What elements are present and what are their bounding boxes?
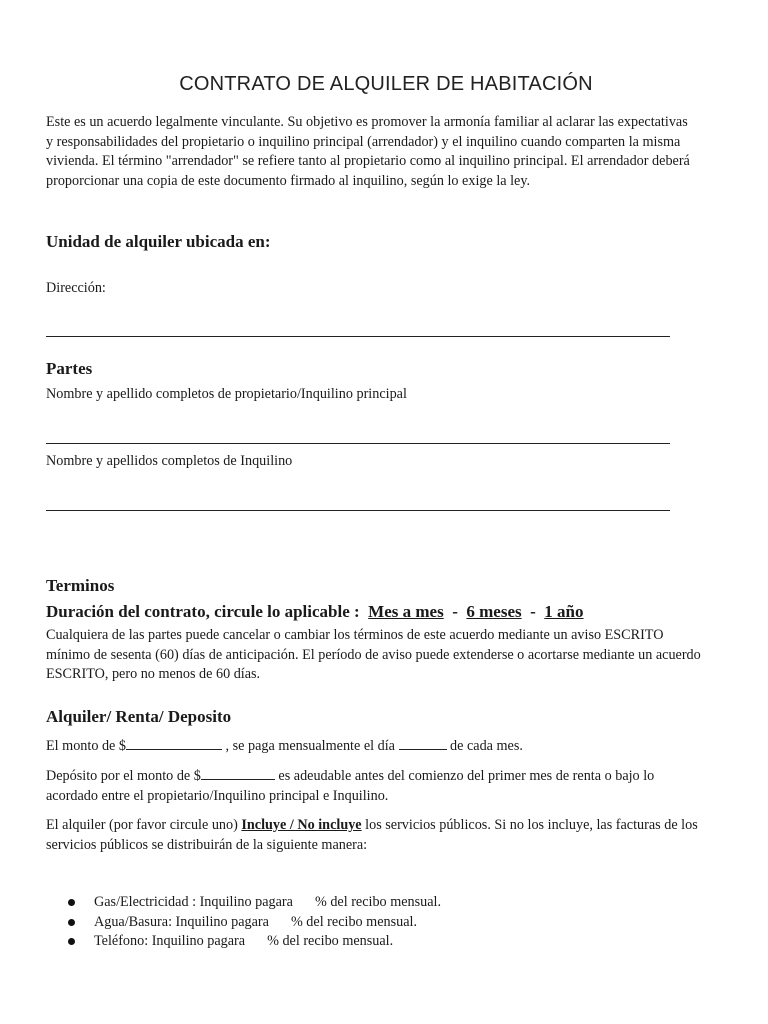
rent-heading: Alquiler/ Renta/ Deposito <box>46 707 232 726</box>
duration-line <box>46 602 584 622</box>
rent-day-text: , se paga mensualmente el día <box>222 738 399 754</box>
utilities-list <box>46 893 441 952</box>
rent-amount-line <box>46 737 523 757</box>
unit-heading: Unidad de alquiler ubicada en: <box>46 232 271 251</box>
utilities-terms: los servicios públicos. Si no los incluye, las facturas de los servicios públicos se distribuirán de la siguiente manera: <box>46 817 698 853</box>
rent-amount-blank <box>126 737 222 750</box>
intro-paragraph: Este es un acuerdo legalmente vinculante. Su objetivo es promover la armonía familiar al aclarar las expectativas y responsabilidades del propietario o inquilino principal (arrendador) y el inquilino cuando comparten la misma vivienda. El término "arrendador" se refiere tanto al propietario como al inquilino principal. El arrendador deberá proporcionar una copia de este documento firmado al inquilino, según lo exige la ley. <box>46 114 690 189</box>
utility-percent: % del recibo mensual. <box>290 913 418 930</box>
list-item <box>46 913 441 933</box>
document-title: CONTRATO DE ALQUILER DE HABITACIÓN <box>179 73 593 95</box>
option-one-year: 1 año <box>544 602 584 621</box>
bullet-icon <box>68 919 75 926</box>
option-month-to-month: Mes a mes <box>368 602 444 621</box>
list-item <box>46 893 441 913</box>
owner-name-line <box>46 443 670 444</box>
rent-amount-text: El monto de $ <box>46 738 126 754</box>
address-label: Dirección: <box>46 280 106 296</box>
utility-label: Teléfono: Inquilino pagara <box>94 933 246 950</box>
rent-day-blank <box>399 737 447 750</box>
bullet-icon <box>68 938 75 945</box>
parties-heading: Partes <box>46 359 93 378</box>
terms-heading: Terminos <box>46 576 115 595</box>
list-item <box>46 932 441 952</box>
bullet-icon <box>68 899 75 906</box>
duration-label: Duración del contrato, circule lo aplicable : <box>46 602 360 621</box>
utilities-paragraph <box>46 816 706 855</box>
utility-percent: % del recibo mensual. <box>267 933 394 950</box>
owner-name-label: Nombre y apellido completos de propietario/Inquilino principal <box>46 386 407 402</box>
address-line <box>46 336 670 337</box>
deposit-text: Depósito por el monto de $ <box>46 768 201 784</box>
option-separator: - <box>530 602 536 621</box>
terms-body: Cualquiera de las partes puede cancelar o cambiar los términos de este acuerdo mediante un aviso ESCRITO mínimo de sesenta (60) días de anticipación. El período de aviso puede extenderse o acortarse mediante un acuerdo ESCRITO, pero no menos de 60 días. <box>46 627 701 683</box>
rent-month-text: de cada mes. <box>446 738 523 754</box>
utilities-choice: Incluye / No incluye <box>241 817 362 833</box>
utility-percent: % del recibo mensual. <box>314 894 442 910</box>
utilities-text: El alquiler (por favor circule uno) <box>46 817 242 833</box>
tenant-name-label: Nombre y apellidos completos de Inquilino <box>46 453 293 469</box>
tenant-name-line <box>46 510 670 511</box>
deposit-blank <box>201 767 275 780</box>
deposit-paragraph <box>46 767 706 806</box>
utility-label: Agua/Basura: Inquilino pagara <box>94 913 269 930</box>
option-six-months: 6 meses <box>466 602 522 621</box>
option-separator: - <box>452 602 458 621</box>
utility-label: Gas/Electricidad : Inquilino pagara <box>94 894 293 910</box>
deposit-terms: es adeudable antes del comienzo del primer mes de renta o bajo lo acordado entre el propietario/Inquilino principal e Inquilino. <box>46 768 655 804</box>
